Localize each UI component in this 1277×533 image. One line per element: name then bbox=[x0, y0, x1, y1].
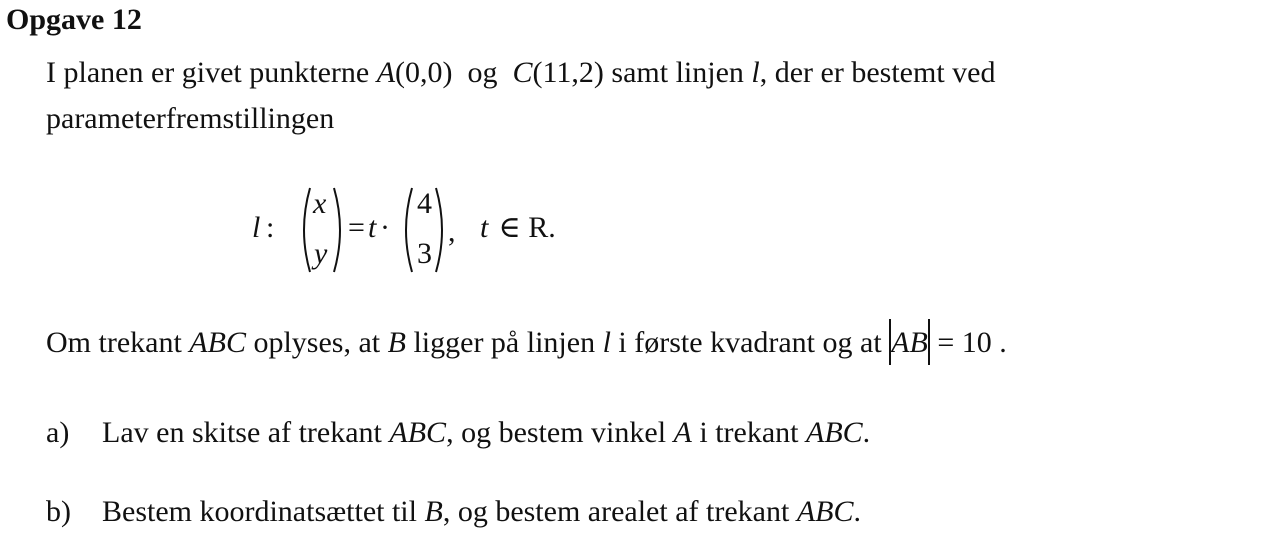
intro-line-1 bbox=[46, 55, 995, 91]
info-text-2: oplyses, at bbox=[245, 326, 388, 359]
domain-var: t bbox=[480, 211, 489, 244]
info-text-3: ligger på linjen bbox=[405, 326, 603, 359]
question-a-text-3: i trekant bbox=[691, 416, 806, 449]
intro-line-2: parameterfremstillingen bbox=[46, 102, 335, 135]
domain-relation: ∈ R. bbox=[491, 211, 556, 244]
equals-sign: = bbox=[348, 211, 365, 244]
point-c-coords: (11,2) bbox=[532, 56, 604, 89]
exercise-title: Opgave 12 bbox=[6, 3, 142, 36]
equation-comma: , bbox=[448, 215, 456, 248]
info-text-4: i første kvadrant og at bbox=[610, 326, 890, 359]
question-b-text-2: , og bestem arealet af trekant bbox=[442, 495, 797, 528]
intro-text-3: samt linjen bbox=[603, 56, 752, 89]
intro-text-4: , der er bestemt ved bbox=[759, 56, 996, 89]
point-c-name: C bbox=[512, 56, 533, 89]
triangle-info bbox=[46, 325, 1007, 361]
question-b-text-3: . bbox=[853, 495, 861, 528]
point-b-name: B bbox=[424, 495, 443, 528]
triangle-name: ABC bbox=[389, 416, 447, 449]
line-name: l bbox=[602, 326, 611, 359]
multiply-dot: · bbox=[380, 211, 390, 244]
vector-x: x bbox=[313, 187, 327, 220]
question-a-text-4: . bbox=[862, 416, 871, 449]
triangle-name: ABC bbox=[796, 495, 854, 528]
question-a bbox=[46, 415, 870, 451]
line-name: l bbox=[751, 56, 760, 89]
angle-a-name: A bbox=[673, 416, 692, 449]
triangle-name: ABC bbox=[806, 416, 863, 449]
question-a-text-1: Lav en skitse af trekant bbox=[102, 416, 390, 449]
point-a-name: A bbox=[376, 56, 396, 89]
direction-x: 4 bbox=[417, 187, 432, 220]
intro-text-2: og bbox=[452, 56, 513, 89]
parametric-equation bbox=[250, 180, 580, 280]
point-b-name: B bbox=[387, 326, 406, 359]
question-a-text-2: , og bestem vinkel bbox=[446, 416, 674, 449]
triangle-name: ABC bbox=[189, 326, 246, 359]
question-b-marker: b) bbox=[46, 495, 71, 528]
question-a-marker: a) bbox=[46, 416, 70, 449]
vector-y: y bbox=[314, 237, 328, 270]
equation-label: l bbox=[252, 211, 261, 244]
question-b bbox=[46, 494, 861, 530]
point-a-coords: (0,0) bbox=[395, 56, 453, 89]
info-text-5: = 10 . bbox=[929, 326, 1007, 359]
ab-length: AB bbox=[891, 326, 928, 359]
intro-text-1: I planen er givet punkterne bbox=[46, 56, 377, 89]
question-b-text-1: Bestem koordinatsættet til bbox=[102, 495, 425, 528]
equation-colon: : bbox=[266, 211, 275, 244]
direction-y: 3 bbox=[417, 237, 432, 270]
parameter-t: t bbox=[368, 211, 377, 244]
info-text-1: Om trekant bbox=[46, 326, 190, 359]
